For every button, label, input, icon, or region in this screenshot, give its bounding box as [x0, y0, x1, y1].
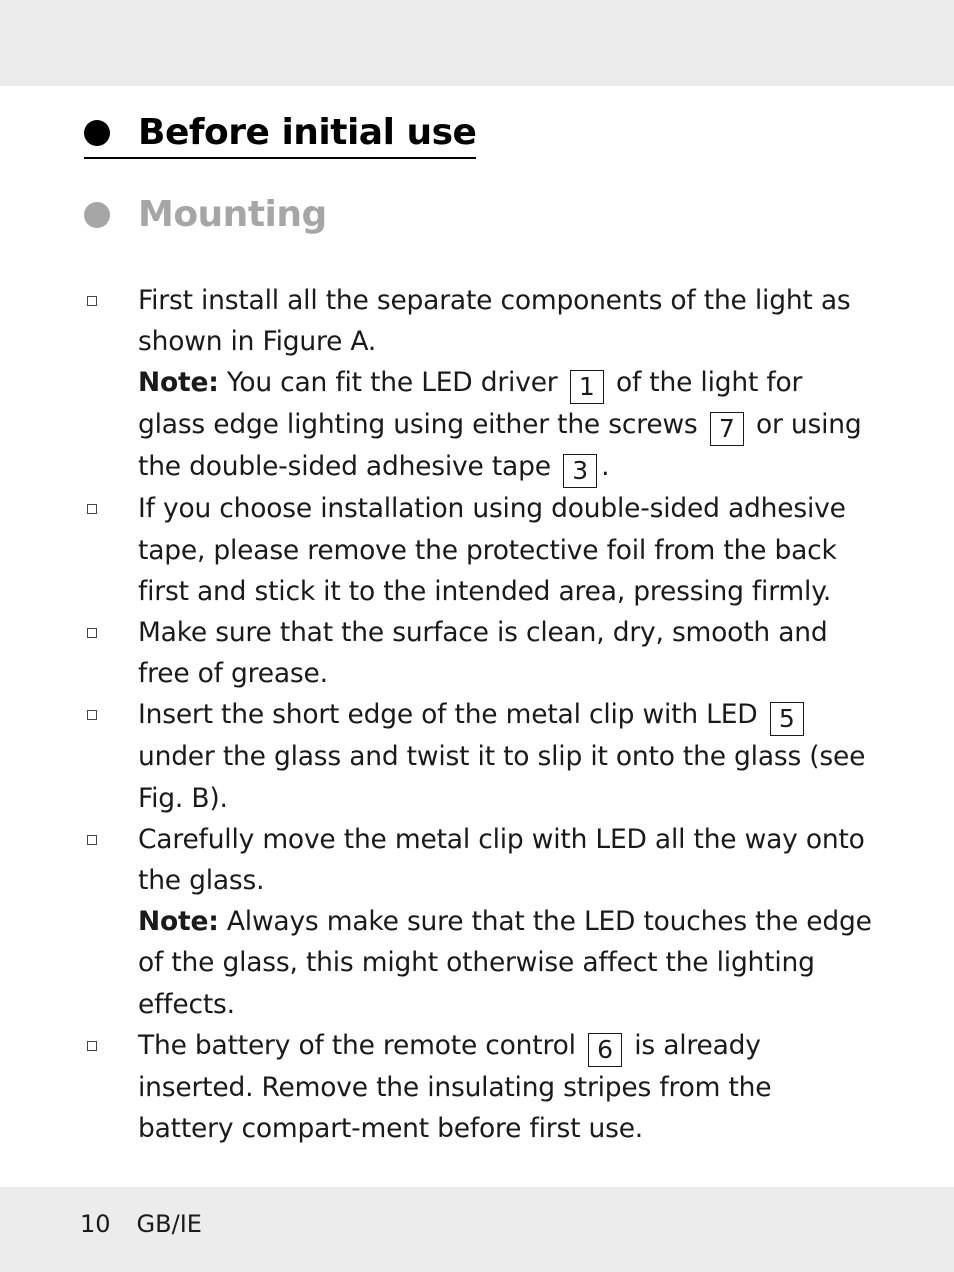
page-footer	[80, 1210, 202, 1238]
list-item	[84, 819, 874, 1025]
locale-label: GB/IE	[136, 1210, 202, 1238]
list-item	[84, 612, 874, 694]
heading-text: Before initial use	[138, 112, 477, 153]
heading-bullet-icon	[84, 120, 110, 146]
list-item	[84, 1025, 874, 1149]
section-heading-mounting	[84, 194, 327, 235]
item-note: Note: Always make sure that the LED touches the edge of the glass, this might otherwise affect the lighting effects.	[138, 906, 872, 1020]
list-item	[84, 280, 874, 488]
note-label: Note:	[138, 906, 219, 938]
list-item	[84, 488, 874, 612]
page-number: 10	[80, 1210, 111, 1238]
item-text: The battery of the remote control 6 is already inserted. Remove the insulating stripes from the battery compart-ment before first use.	[138, 1029, 772, 1145]
item-text: Make sure that the surface is clean, dry, smooth and free of grease.	[138, 617, 828, 690]
square-bullet-icon	[87, 628, 97, 638]
item-text: Carefully move the metal clip with LED all the way onto the glass.	[138, 823, 865, 897]
item-text: If you choose installation using double-sided adhesive tape, please remove the protective foil from the back first and stick it to the intended area, pressing firmly.	[138, 493, 846, 607]
heading-text: Mounting	[138, 194, 327, 235]
list-item	[84, 694, 874, 818]
part-ref-box: 3	[563, 454, 597, 488]
item-text: First install all the separate components of the light as shown in Figure A.	[138, 285, 851, 358]
note-label: Note:	[138, 367, 219, 399]
part-ref-box: 7	[710, 412, 744, 446]
square-bullet-icon	[87, 710, 97, 720]
square-bullet-icon	[87, 835, 97, 845]
item-note: Note: You can fit the LED driver 1 of the light for glass edge lighting using either the screws 7 or using the double-sided adhesive tape 3 .	[138, 362, 874, 488]
heading-bullet-icon	[84, 202, 110, 228]
instruction-list	[84, 280, 874, 1149]
part-ref-box: 6	[588, 1033, 622, 1067]
top-band	[0, 0, 954, 86]
square-bullet-icon	[87, 296, 97, 306]
heading-underline	[84, 157, 476, 159]
item-text: Insert the short edge of the metal clip with LED 5 under the glass and twist it to slip it onto the glass (see Fig. B).	[138, 699, 866, 814]
part-ref-box: 5	[770, 702, 804, 736]
square-bullet-icon	[87, 1041, 97, 1051]
section-heading-before-initial-use	[84, 112, 476, 153]
square-bullet-icon	[87, 504, 97, 514]
part-ref-box: 1	[570, 370, 604, 404]
